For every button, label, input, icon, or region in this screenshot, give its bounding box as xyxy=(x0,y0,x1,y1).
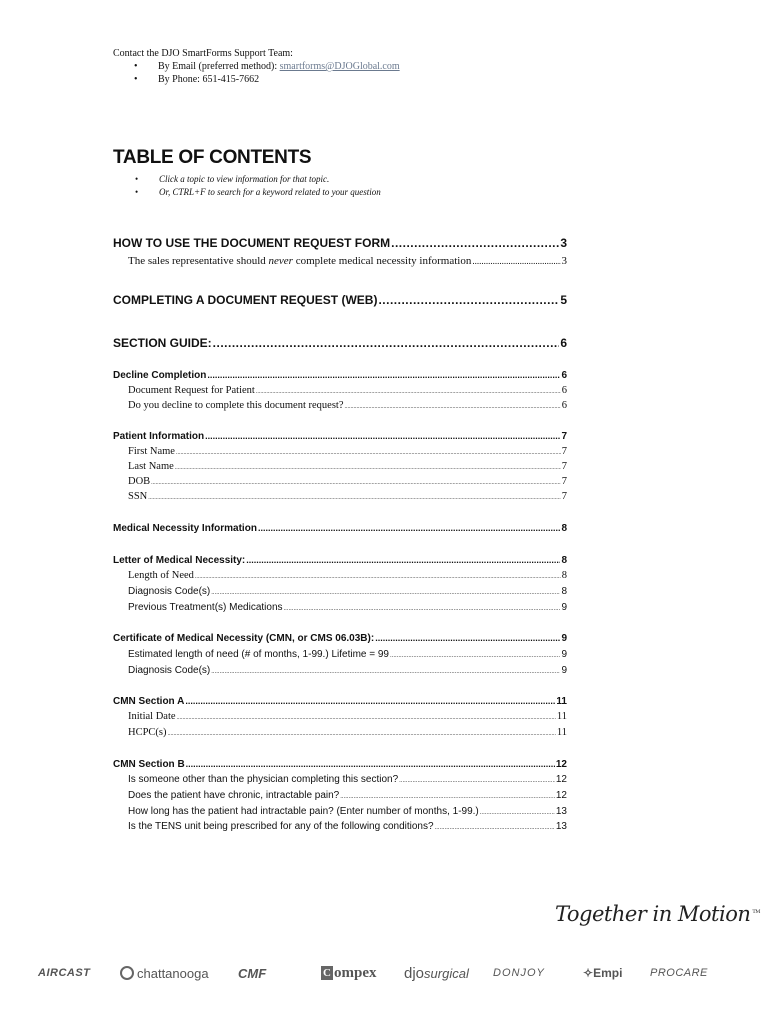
entry-page: 9 xyxy=(561,665,567,676)
entry-text: SECTION GUIDE: xyxy=(113,336,212,350)
entry-page: 8 xyxy=(561,523,567,534)
dot-leader xyxy=(207,370,560,381)
email-label: By Email (preferred method): xyxy=(158,61,280,72)
toc-entry-initial-date[interactable] xyxy=(128,711,567,722)
toc-entry-completing-request[interactable] xyxy=(113,293,567,307)
empi-mark-icon: ✧ xyxy=(583,966,594,980)
toc-entry-chronic-pain[interactable] xyxy=(128,790,567,801)
entry-text: Decline Completion xyxy=(113,370,207,381)
entry-page: 9 xyxy=(561,602,567,613)
entry-page: 9 xyxy=(561,633,567,644)
toc-entry-diagnosis-codes-cmn[interactable] xyxy=(128,665,567,676)
entry-page: 8 xyxy=(561,586,567,597)
entry-page: 6 xyxy=(561,400,567,411)
surgical-wordmark: surgical xyxy=(424,965,469,981)
chattanooga-swirl-icon xyxy=(120,966,134,980)
dot-leader xyxy=(211,665,560,676)
entry-text: Is someone other than the physician completing this section? xyxy=(128,774,399,785)
entry-page: 5 xyxy=(560,293,567,307)
dot-leader xyxy=(205,431,560,442)
entry-page: 8 xyxy=(561,555,567,566)
entry-text: Initial Date xyxy=(128,711,176,722)
tagline-logo xyxy=(555,902,760,926)
dot-leader xyxy=(375,633,560,644)
dot-leader xyxy=(177,711,556,722)
toc-entry-decline-completion[interactable] xyxy=(113,370,567,381)
dot-leader xyxy=(175,461,561,472)
donjoy-logo: DONJOY xyxy=(493,967,545,979)
toc-entry-sales-rep[interactable] xyxy=(128,255,567,267)
dot-leader xyxy=(344,400,560,411)
entry-page: 12 xyxy=(555,759,567,770)
toc-entry-cmn-section-a[interactable] xyxy=(113,696,567,707)
entry-page: 3 xyxy=(561,255,567,267)
dot-leader xyxy=(168,727,556,738)
toc-title: TABLE OF CONTENTS xyxy=(113,147,312,168)
tip-click: • Click a topic to view information for that topic. xyxy=(113,173,381,186)
entry-text: Document Request for Patient xyxy=(128,385,255,396)
entry-text: CMN Section B xyxy=(113,759,185,770)
dot-leader xyxy=(480,806,555,817)
email-link[interactable]: smartforms@DJOGlobal.com xyxy=(279,61,400,72)
entry-text: Certificate of Medical Necessity (CMN, or CMS 06.03B): xyxy=(113,633,375,644)
entry-page: 3 xyxy=(560,236,567,250)
entry-page: 12 xyxy=(555,790,567,801)
toc-entry-medical-necessity[interactable] xyxy=(113,523,567,534)
dot-leader xyxy=(284,602,561,613)
contact-list xyxy=(113,60,400,86)
dot-leader xyxy=(258,523,561,534)
djo-wordmark: djo xyxy=(404,964,425,982)
contact-email-item xyxy=(113,60,400,73)
entry-page: 6 xyxy=(561,385,567,396)
entry-page: 13 xyxy=(555,821,567,832)
entry-text: CMN Section A xyxy=(113,696,185,707)
tagline-text: Together in Motion xyxy=(555,902,751,926)
dot-leader xyxy=(391,236,559,250)
entry-page: 12 xyxy=(555,774,567,785)
toc-entry-ssn[interactable] xyxy=(128,491,567,502)
toc-entry-document-request-patient[interactable] xyxy=(128,385,567,396)
entry-page: 11 xyxy=(556,696,567,707)
entry-text: First Name xyxy=(128,446,175,457)
entry-page: 9 xyxy=(561,649,567,660)
entry-page: 11 xyxy=(556,727,567,738)
entry-text: SSN xyxy=(128,491,148,502)
entry-text: Is the TENS unit being prescribed for any of the following conditions? xyxy=(128,821,434,832)
entry-text: Estimated length of need (# of months, 1-99.) Lifetime = 99 xyxy=(128,649,389,660)
entry-text: Diagnosis Code(s) xyxy=(128,665,211,676)
entry-page: 6 xyxy=(561,370,567,381)
entry-page: 11 xyxy=(556,711,567,722)
dot-leader xyxy=(186,759,555,770)
entry-page: 7 xyxy=(561,491,567,502)
entry-text-emphasis: never xyxy=(268,255,293,267)
entry-text: Letter of Medical Necessity: xyxy=(113,555,246,566)
dot-leader xyxy=(472,255,560,267)
toc-entry-diagnosis-codes-lmn[interactable] xyxy=(128,586,567,597)
dot-leader xyxy=(399,774,555,785)
toc-entry-dob[interactable] xyxy=(128,476,567,487)
entry-page: 7 xyxy=(561,446,567,457)
empi-logo xyxy=(583,958,622,988)
toc-entry-how-to-use[interactable] xyxy=(113,236,567,250)
entry-text xyxy=(128,255,471,267)
entry-text-pre: The sales representative should xyxy=(128,255,269,267)
toc-entry-length-of-need[interactable] xyxy=(128,570,567,581)
empi-wordmark: Empi xyxy=(593,966,623,980)
dot-leader xyxy=(176,446,561,457)
chattanooga-wordmark: chattanooga xyxy=(137,965,209,981)
contact-block xyxy=(113,47,400,86)
toc-entry-section-guide[interactable] xyxy=(113,336,567,350)
brand-logo-strip xyxy=(38,958,738,988)
dot-leader xyxy=(378,293,559,307)
entry-text: Previous Treatment(s) Medications xyxy=(128,602,283,613)
toc-entry-first-name[interactable] xyxy=(128,446,567,457)
dot-leader xyxy=(246,555,560,566)
toc-entry-estimated-length[interactable] xyxy=(128,649,567,660)
entry-text: How long has the patient had intractable pain? (Enter number of months, 1-99.) xyxy=(128,806,479,817)
entry-text: HCPC(s) xyxy=(128,727,167,738)
entry-page: 7 xyxy=(561,476,567,487)
entry-text: DOB xyxy=(128,476,151,487)
dot-leader xyxy=(256,385,561,396)
dot-leader xyxy=(390,649,560,660)
entry-text: Patient Information xyxy=(113,431,205,442)
entry-page: 8 xyxy=(561,570,567,581)
entry-text: Medical Necessity Information xyxy=(113,523,257,534)
dot-leader xyxy=(148,491,560,502)
dot-leader xyxy=(340,790,555,801)
toc-entry-someone-other[interactable] xyxy=(128,774,567,785)
contact-phone-item: • By Phone: 651-415-7662 xyxy=(113,73,400,86)
entry-text: Do you decline to complete this document request? xyxy=(128,400,344,411)
toc-entry-previous-treatments[interactable] xyxy=(128,602,567,613)
entry-text: HOW TO USE THE DOCUMENT REQUEST FORM xyxy=(113,236,391,250)
compex-wordmark: ompex xyxy=(334,964,377,981)
tip-search: • Or, CTRL+F to search for a keyword related to your question xyxy=(113,186,381,199)
dot-leader xyxy=(211,586,560,597)
cmf-logo: CMF xyxy=(238,965,267,981)
dot-leader xyxy=(213,336,560,350)
chattanooga-logo xyxy=(120,958,209,988)
toc-entry-patient-information[interactable] xyxy=(113,431,567,442)
trademark-mark: TM xyxy=(752,909,760,915)
toc-tips xyxy=(113,173,381,199)
toc-entry-certificate-medical-necessity[interactable] xyxy=(113,633,567,644)
compex-logo xyxy=(321,958,377,988)
contact-heading: Contact the DJO SmartForms Support Team: xyxy=(113,48,293,59)
djo-surgical-logo xyxy=(404,958,469,988)
dot-leader xyxy=(195,570,561,581)
toc-entry-letter-medical-necessity[interactable] xyxy=(113,555,567,566)
toc-entry-pain-duration[interactable] xyxy=(128,806,567,817)
toc-entry-tens-conditions[interactable] xyxy=(128,821,567,832)
entry-text: COMPLETING A DOCUMENT REQUEST (WEB) xyxy=(113,293,378,307)
entry-text-post: complete medical necessity information xyxy=(292,255,472,267)
toc-entry-hcpc[interactable] xyxy=(128,727,567,738)
compex-mark-icon: C xyxy=(321,966,333,980)
entry-page: 13 xyxy=(555,806,567,817)
entry-page: 7 xyxy=(561,461,567,472)
dot-leader xyxy=(435,821,555,832)
entry-text: Diagnosis Code(s) xyxy=(128,586,211,597)
toc-entry-decline-question[interactable] xyxy=(128,400,567,411)
dot-leader xyxy=(185,696,555,707)
entry-page: 7 xyxy=(561,431,567,442)
toc-entry-cmn-section-b[interactable] xyxy=(113,759,567,770)
entry-text: Length of Need xyxy=(128,570,194,581)
entry-text: Does the patient have chronic, intractable pain? xyxy=(128,790,340,801)
procare-logo: PROCARE xyxy=(650,967,708,979)
dot-leader xyxy=(151,476,561,487)
entry-page: 6 xyxy=(560,336,567,350)
toc-entry-last-name[interactable] xyxy=(128,461,567,472)
entry-text: Last Name xyxy=(128,461,174,472)
aircast-logo: AIRCAST xyxy=(38,967,91,979)
